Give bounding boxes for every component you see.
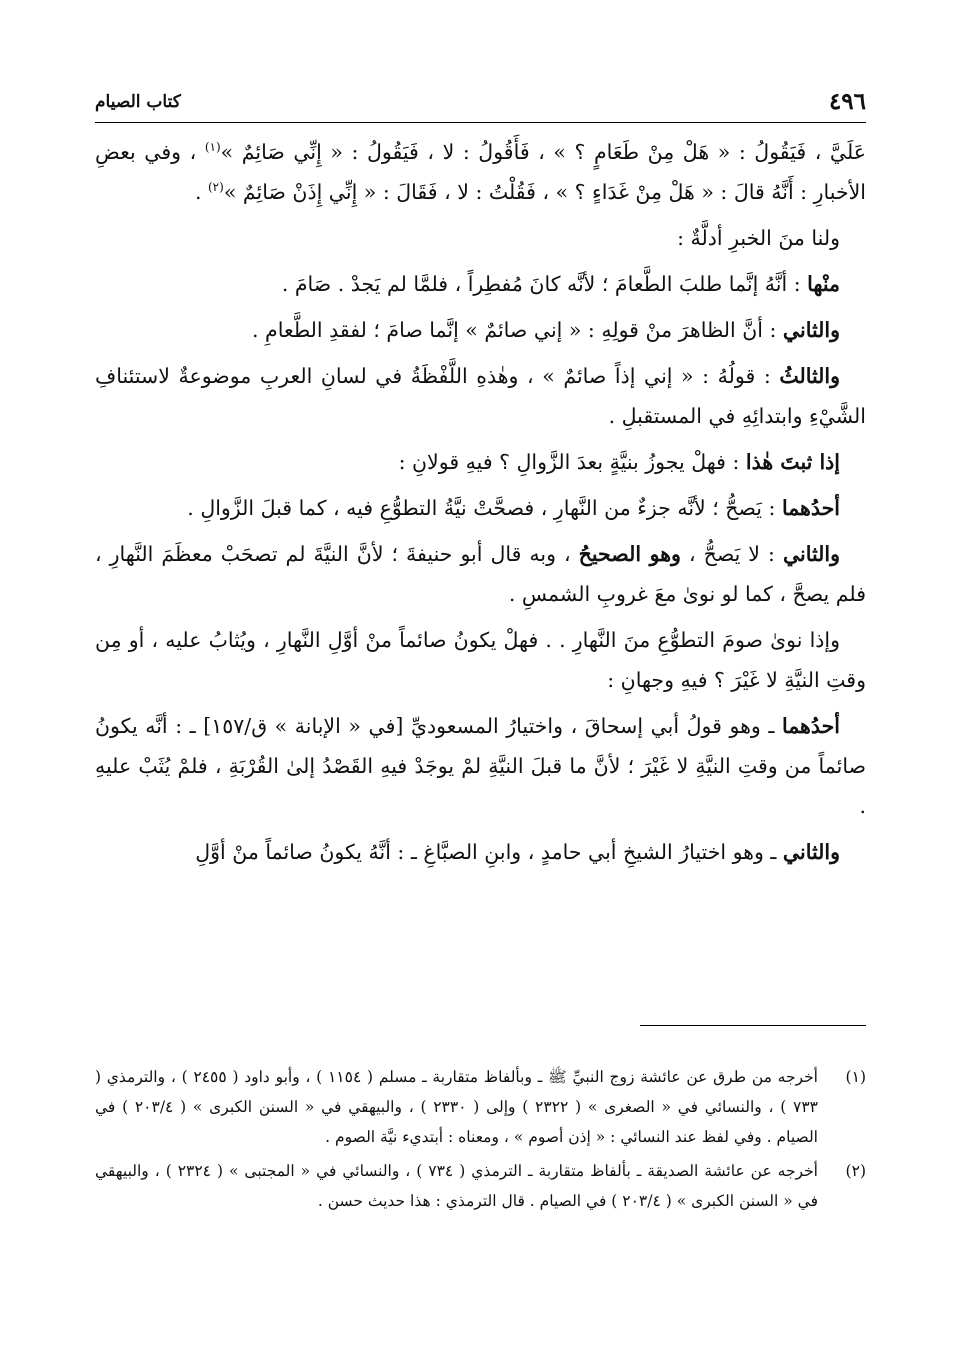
paragraph-11: والثاني ـ وهو اختيارُ الشيخِ أبي حامدٍ ، وابنِ الصبَّاغِ ـ : أنَّهُ يكونُ صائماً منْ أوَّلِ — [195, 840, 840, 864]
paragraph-3: منْها : أنَّهُ إنَّما طلبَ الطَّعامَ ؛ لأنَّه كانَ مُفطِراً ، فلمَّا لم يَجدْ . صَامَ . — [281, 272, 840, 296]
paragraph-1: عَلَيَّ ، فَيَقُولُ : « هَلْ مِنْ طَعَامٍ ؟ » ، فَأَقُولُ : لا ، فَيَقُولُ : « إِنِّي صَائِمٌ »$^{(١)}$ ، وفي بعضِ الأخبارِ : أَنَّهُ قالَ : « هَلْ مِنْ غَدَاءٍ ؟ » ، فَقُلْتُ : لا ، فَقَالَ : « إِنِّي إِذَنْ صَائِمٌ »$^{(٢)}$ . — [95, 140, 866, 204]
footnote-text: أخرجه من طرق عن عائشة زوج النبيِّ ﷺ ـ وبألفاظ متقاربة ـ مسلم ( ١١٥٤ ) ، وأبو داود ( ٢٤٥٥ ) ، والترمذي ( ٧٣٣ ) ، والنسائي في « الصغرى » ( ٢٣٢٢ ) وإلى ( ٢٣٣٠ ) ، والبيهقي في « السنن الكبرى » ( ٢٠٣/٤ ) في الصيام . وفي لفظ عند النسائي : « إذن أصوم » ، ومعناه : أبتديء نيَّة الصوم . — [95, 1068, 818, 1146]
page-number: ٤٩٦ — [828, 88, 866, 115]
main-text — [95, 132, 866, 878]
paragraph-7: أحدُهما : يَصحُّ ؛ لأنَّه جزءٌ من النَّهارِ ، فصحَّتْ نيَّةُ التطوُّعِ فيه ، كما قبلَ الزَّوالِ . — [187, 496, 840, 520]
paragraph-4: والثاني : أنَّ الظاهرَ منْ قولِهِ : « إني صائمٌ » إنَّما صامَ ؛ لفقدِ الطَّعامِ . — [251, 318, 840, 342]
page-header — [95, 88, 866, 123]
paragraph-10: أحدُهما ـ وهو قولُ أبي إسحاقَ ، واختيارُ المسعوديِّ [في « الإبانة » ق/١٥٧] ـ : أنَّه يكونُ صائماً من وقتِ النيَّةِ لا غَيْرَ ؛ لأنَّ ما قبلَ النيَّةِ لمْ يوجَدْ فيهِ القَصْدُ إلىٰ القُرْبَةِ ، فلمْ يُثَبْ عليهِ . — [95, 714, 866, 818]
footnote-separator — [640, 1025, 866, 1026]
footnote-number: (٢) — [845, 1162, 866, 1180]
paragraph-5: والثالثُ : قولُهُ : « إني إذاً صائمٌ » ، وهٰذهِ اللَّفْظَةُ في لسانِ العربِ موضوعةٌ لاستئنافِ الشَّيْءِ وابتدائِهِ في المستقبلِ . — [95, 364, 866, 428]
running-title: كتاب الصيام — [95, 92, 181, 112]
footnote-text: أخرجه عن عائشة الصديقة ـ بألفاظ متقاربة ـ الترمذي ( ٧٣٤ ) ، والنسائي في « المجتبى » ( ٢٣٢٤ ) ، والبيهقي في « السنن الكبرى » ( ٢٠٣/٤ ) في الصيام . قال الترمذي : هذا حديث حسن . — [95, 1162, 818, 1210]
footnote-1 — [95, 1062, 866, 1152]
paragraph-9: وإذا نوىٰ صومَ التطوُّعِ منَ النَّهارِ . . فهلْ يكونُ صائماً منْ أوَّلِ النَّهارِ ، ويُثابُ عليه ، أو مِن وقتِ النيَّةِ لا غَيْرَ ؟ فيهِ وجهانِ : — [95, 628, 866, 692]
paragraph-6: إذا ثبتَ هٰذا : فهلْ يجوزُ بنيَّةٍ بعدَ الزَّوالِ ؟ فيهِ قولانِ : — [398, 450, 840, 474]
paragraph-2: ولنا منَ الخبرِ أدلَّةٌ : — [677, 226, 840, 250]
paragraph-8: والثاني : لا يَصحُّ ، وهو الصحيحُ ، وبه قال أبو حنيفةَ ؛ لأنَّ النيَّةَ لم تصحَبْ معظَمَ النَّهارِ ، فلم يصحَّ ، كما لو نوىٰ معَ غروبِ الشمسِ . — [95, 542, 866, 606]
footnote-2 — [95, 1156, 866, 1216]
footnote-number: (١) — [845, 1068, 866, 1086]
footnotes — [95, 1062, 866, 1220]
